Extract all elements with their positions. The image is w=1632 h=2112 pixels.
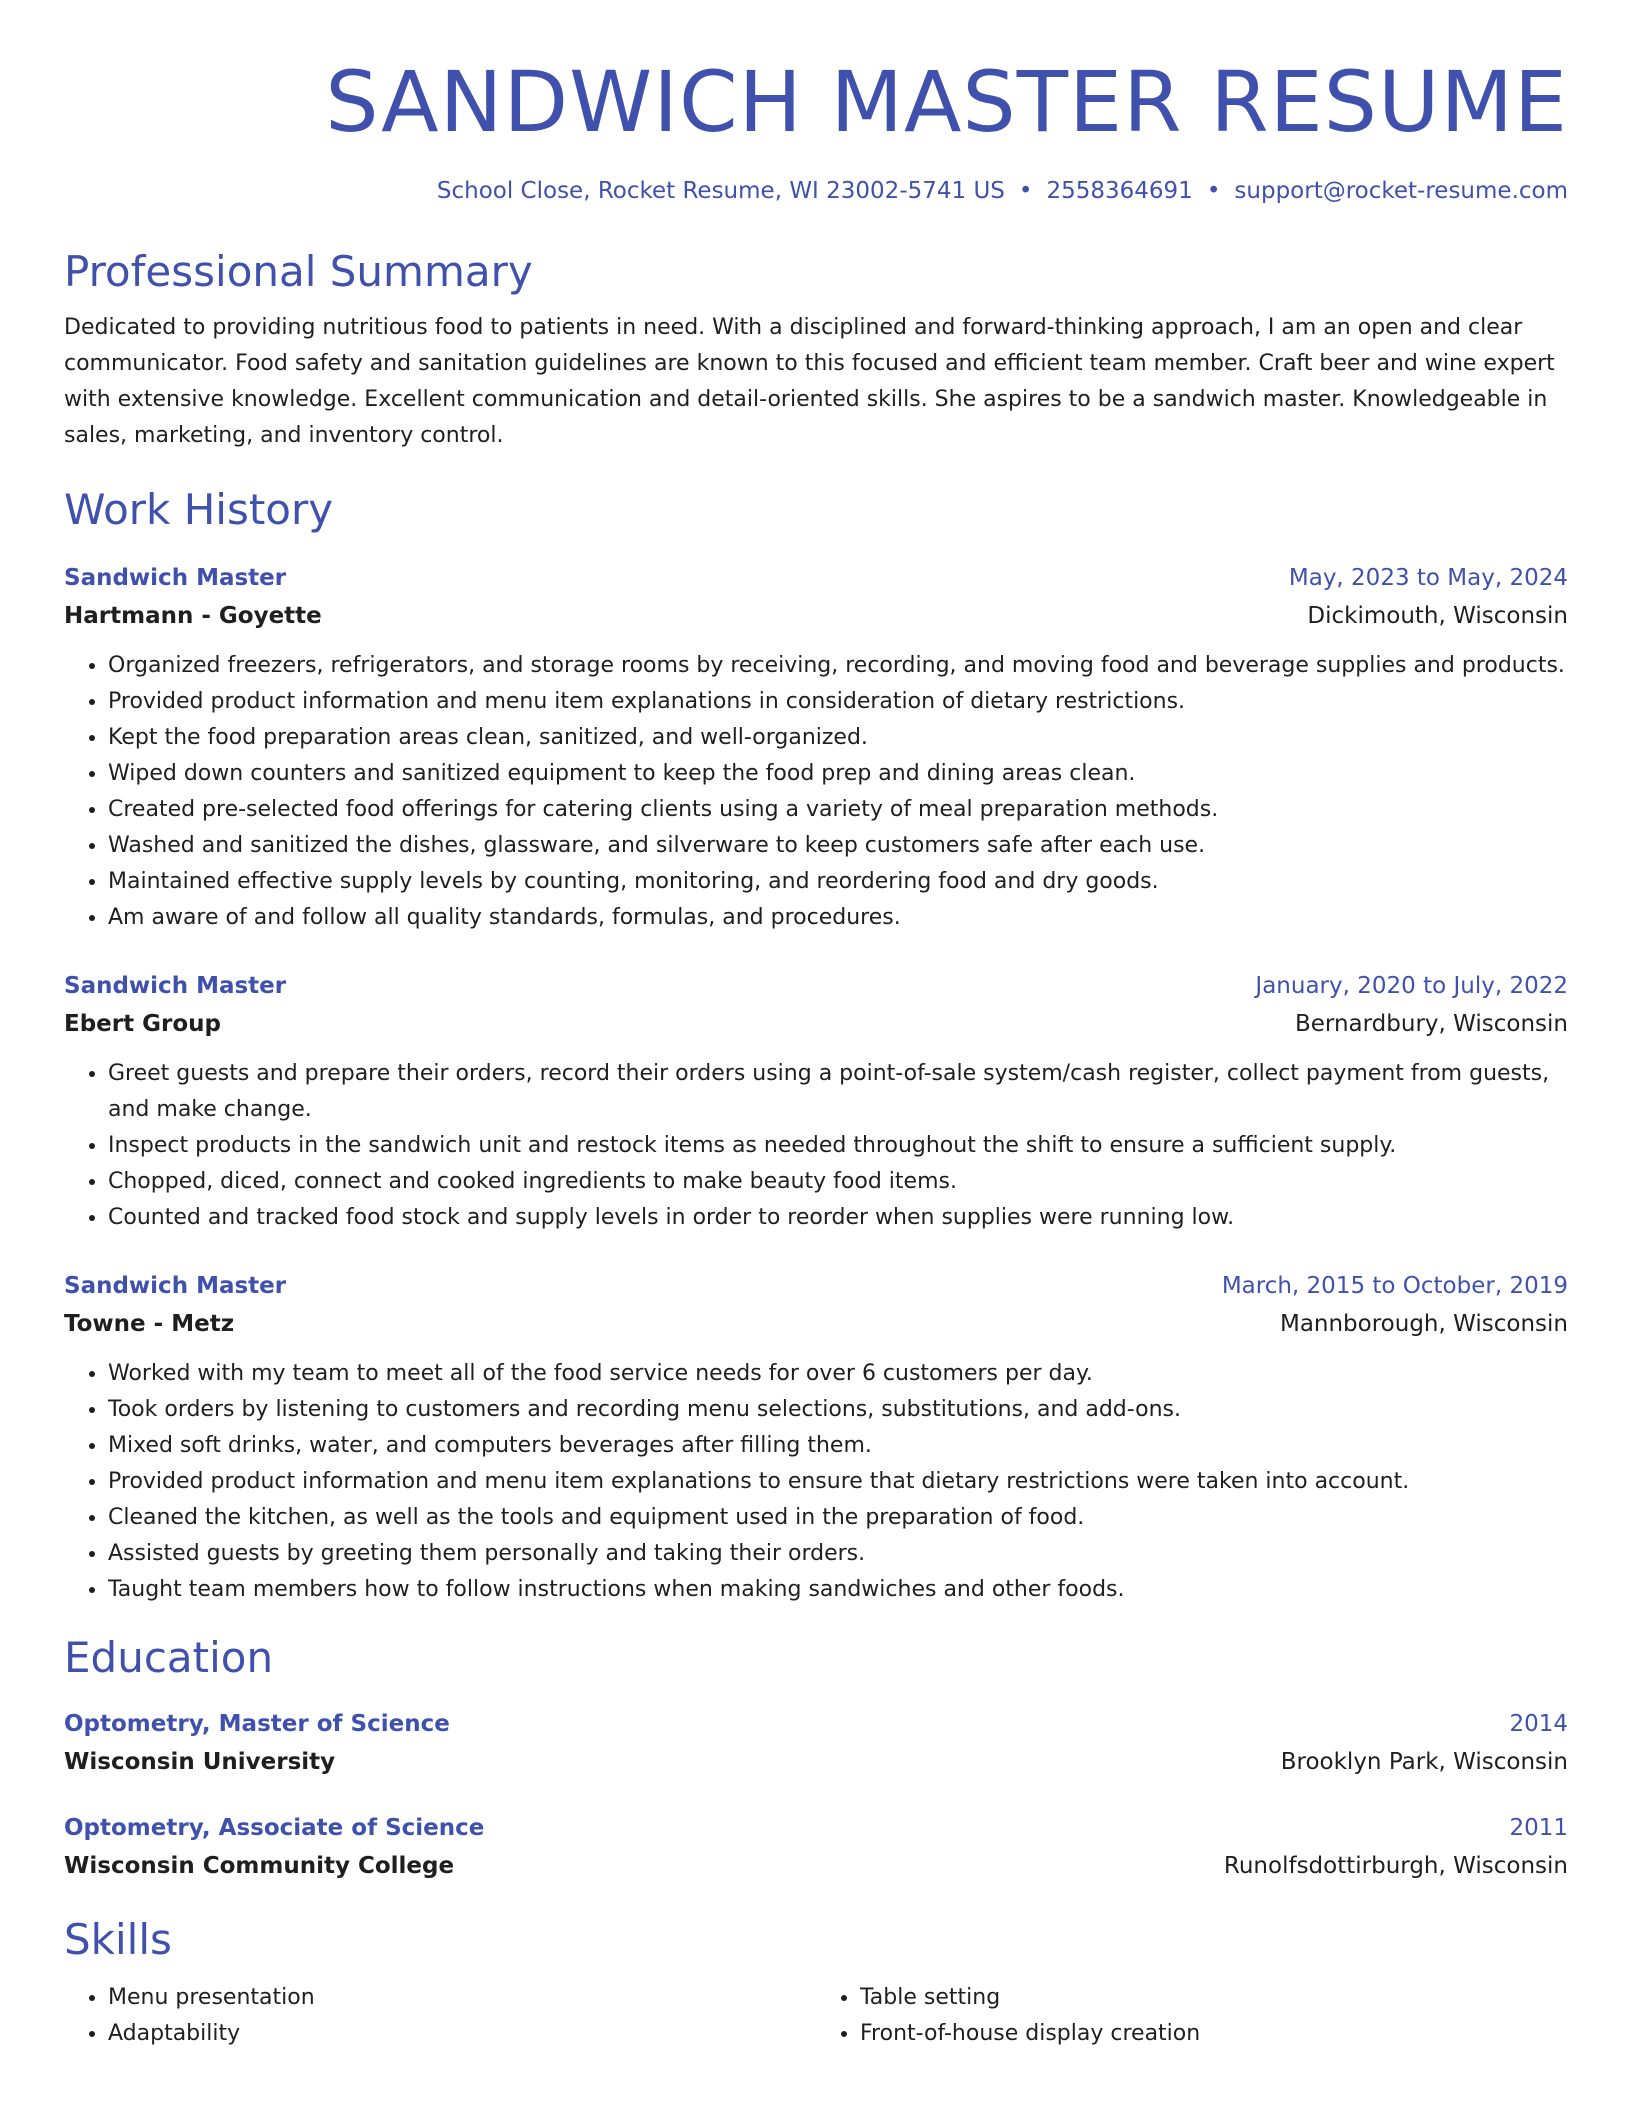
job-company: Hartmann - Goyette xyxy=(64,603,322,629)
school-location: Runolfsdottirburgh, Wisconsin xyxy=(1223,1853,1568,1879)
job-bullet: • Washed and sanitized the dishes, glassware, and silverware to keep customers safe after each use. xyxy=(108,828,1568,864)
education-heading: Education xyxy=(64,1633,274,1682)
job-company: Towne - Metz xyxy=(64,1311,235,1337)
job-dates: March, 2015 to October, 2019 xyxy=(1221,1273,1568,1299)
job-bullet: • Provided product information and menu item explanations in consideration of dietary restrictions. xyxy=(108,684,1568,720)
summary-text: Dedicated to providing nutritious food to patients in need. With a disciplined and forward-thinking approach, I am an open and clear communicator. Food safety and sanitation guidelines are known to this focused and efficient team member. Craft beer and wine expert with extensive knowledge. Excellent communication and detail-oriented skills. She aspires to be a sandwich master. Knowledgeable in sales, marketing, and inventory control. xyxy=(64,315,1555,448)
job-dates: May, 2023 to May, 2024 xyxy=(1288,565,1568,591)
contact-phone: 2558364691 xyxy=(1046,178,1193,204)
education-entry-subheader xyxy=(64,1742,1568,1782)
skills-heading: Skills xyxy=(64,1915,172,1964)
contact-separator: • xyxy=(1206,178,1221,204)
job-location: Bernardbury, Wisconsin xyxy=(1294,1011,1568,1037)
contact-line xyxy=(64,178,1568,204)
education-entry-header xyxy=(64,1810,1568,1846)
contact-email[interactable]: support@rocket-resume.com xyxy=(1234,178,1568,204)
skill-item: • Adaptability xyxy=(108,2016,816,2052)
contact-separator: • xyxy=(1018,178,1033,204)
school-location: Brooklyn Park, Wisconsin xyxy=(1280,1749,1568,1775)
job-title: Sandwich Master xyxy=(64,973,287,999)
work-entry-subheader xyxy=(64,596,1568,636)
job-bullet: • Chopped, diced, connect and cooked ingredients to make beauty food items. xyxy=(108,1164,1568,1200)
contact-address: School Close, Rocket Resume, WI 23002-5741 US xyxy=(436,178,1005,204)
skill-item: • Menu presentation xyxy=(108,1980,816,2016)
job-bullet: • Mixed soft drinks, water, and computers beverages after filling them. xyxy=(108,1428,1568,1464)
job-bullet: • Took orders by listening to customers and recording menu selections, substitutions, and add-ons. xyxy=(108,1392,1568,1428)
work-entry xyxy=(64,560,1568,936)
job-bullet: • Worked with my team to meet all of the food service needs for over 6 customers per day. xyxy=(108,1356,1568,1392)
job-bullet: • Maintained effective supply levels by counting, monitoring, and reordering food and dry goods. xyxy=(108,864,1568,900)
job-location: Dickimouth, Wisconsin xyxy=(1307,603,1568,629)
job-title: Sandwich Master xyxy=(64,565,287,591)
work-entry-subheader xyxy=(64,1004,1568,1044)
graduation-year: 2011 xyxy=(1509,1815,1568,1841)
work-history-heading: Work History xyxy=(64,485,334,534)
job-title: Sandwich Master xyxy=(64,1273,287,1299)
job-bullet: • Inspect products in the sandwich unit and restock items as needed throughout the shift to ensure a sufficient supply. xyxy=(108,1128,1568,1164)
work-entry xyxy=(64,968,1568,1236)
degree: Optometry, Associate of Science xyxy=(64,1815,485,1841)
job-bullet: • Kept the food preparation areas clean, sanitized, and well-organized. xyxy=(108,720,1568,756)
job-bullets xyxy=(64,648,1568,936)
job-bullet: • Counted and tracked food stock and supply levels in order to reorder when supplies were running low. xyxy=(108,1200,1568,1236)
graduation-year: 2014 xyxy=(1509,1711,1568,1737)
skill-item: • Front-of-house display creation xyxy=(860,2016,1568,2052)
resume-title: SANDWICH MASTER RESUME xyxy=(325,53,1568,151)
skill-item: • Table setting xyxy=(860,1980,1568,2016)
work-entry-header xyxy=(64,560,1568,596)
job-bullet: • Cleaned the kitchen, as well as the tools and equipment used in the preparation of food. xyxy=(108,1500,1568,1536)
job-bullet: • Am aware of and follow all quality standards, formulas, and procedures. xyxy=(108,900,1568,936)
education-entry xyxy=(64,1706,1568,1782)
job-bullet: • Organized freezers, refrigerators, and storage rooms by receiving, recording, and moving food and beverage supplies and products. xyxy=(108,648,1568,684)
job-dates: January, 2020 to July, 2022 xyxy=(1255,973,1568,999)
skills-list xyxy=(64,1980,1568,2052)
job-bullets xyxy=(64,1356,1568,1608)
job-bullet: • Provided product information and menu item explanations to ensure that dietary restrictions were taken into account. xyxy=(108,1464,1568,1500)
job-bullet: • Taught team members how to follow instructions when making sandwiches and other foods. xyxy=(108,1572,1568,1608)
work-entry xyxy=(64,1268,1568,1608)
job-bullet: • Greet guests and prepare their orders, record their orders using a point-of-sale system/cash register, collect payment from guests, and make change. xyxy=(108,1056,1568,1128)
degree: Optometry, Master of Science xyxy=(64,1711,450,1737)
job-location: Mannborough, Wisconsin xyxy=(1279,1311,1568,1337)
work-entry-subheader xyxy=(64,1304,1568,1344)
skills-column-left xyxy=(64,1980,816,2052)
job-bullet: • Wiped down counters and sanitized equipment to keep the food prep and dining areas clean. xyxy=(108,756,1568,792)
job-company: Ebert Group xyxy=(64,1011,221,1037)
work-entry-header xyxy=(64,1268,1568,1304)
education-entry-subheader xyxy=(64,1846,1568,1886)
work-entry-header xyxy=(64,968,1568,1004)
education-entry xyxy=(64,1810,1568,1886)
job-bullet: • Created pre-selected food offerings for catering clients using a variety of meal preparation methods. xyxy=(108,792,1568,828)
education-entry-header xyxy=(64,1706,1568,1742)
job-bullet: • Assisted guests by greeting them personally and taking their orders. xyxy=(108,1536,1568,1572)
school-name: Wisconsin University xyxy=(64,1749,336,1775)
job-bullets xyxy=(64,1056,1568,1236)
skills-column-right xyxy=(816,1980,1568,2052)
summary-heading: Professional Summary xyxy=(64,247,533,296)
school-name: Wisconsin Community College xyxy=(64,1853,455,1879)
